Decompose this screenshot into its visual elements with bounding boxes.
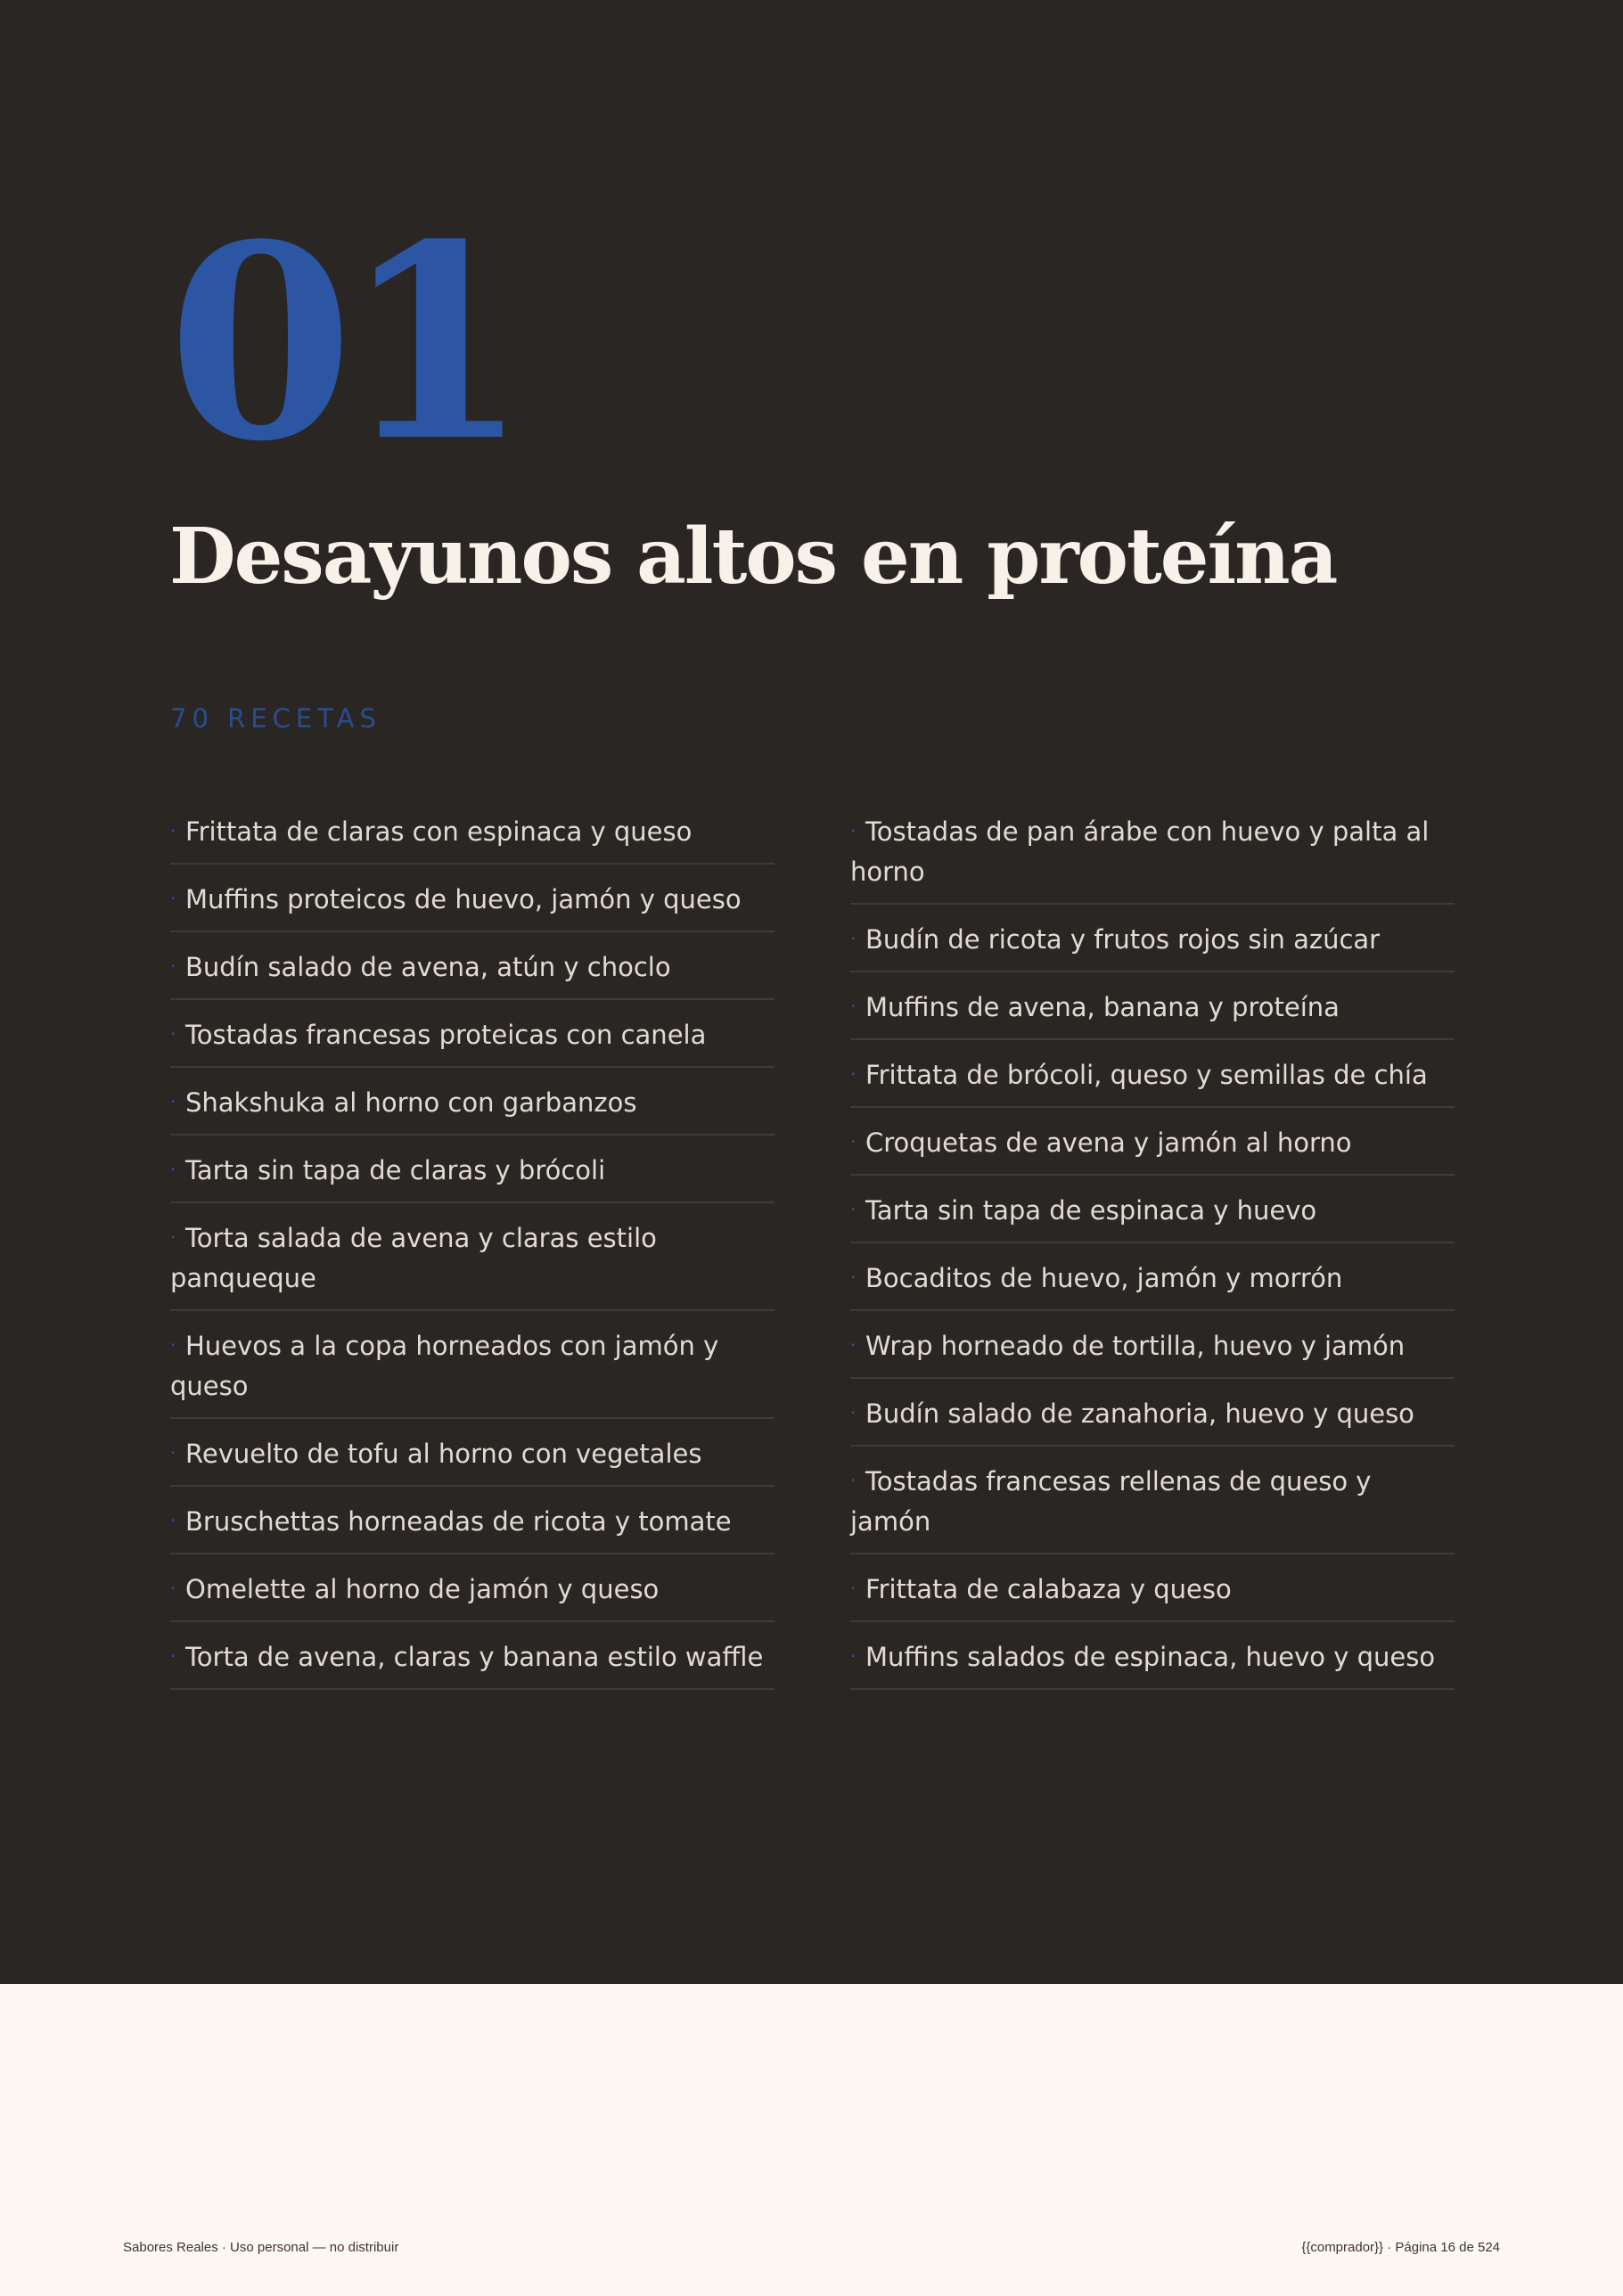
recipe-list-item: [170, 1569, 775, 1622]
recipe-name: Budín de ricota y frutos rojos sin azúcar: [865, 924, 1381, 955]
recipe-name: Tostadas francesas rellenas de queso y jamón: [850, 1466, 1372, 1537]
chapter-number: 01: [168, 185, 519, 500]
recipe-name: Muffins proteicos de huevo, jamón y queso: [185, 884, 742, 914]
recipe-count: 70 RECETAS: [170, 703, 381, 734]
chapter-title: Desayunos altos en proteína: [169, 512, 1337, 602]
bullet-dot: ·: [850, 1334, 857, 1356]
recipe-name: Budín salado de zanahoria, huevo y queso: [865, 1398, 1414, 1429]
recipe-name: Omelette al horno de jamón y queso: [185, 1574, 660, 1604]
recipe-list-item: [850, 1569, 1455, 1622]
recipe-name: Tarta sin tapa de espinaca y huevo: [865, 1195, 1317, 1226]
bullet-dot: ·: [850, 1470, 857, 1491]
bullet-dot: ·: [850, 1267, 857, 1288]
bullet-dot: ·: [170, 1510, 176, 1531]
bullet-dot: ·: [850, 996, 857, 1017]
recipe-list-item: [170, 947, 775, 1000]
recipe-name: Tostadas francesas proteicas con canela: [185, 1020, 707, 1050]
recipe-name: Budín salado de avena, atún y choclo: [185, 952, 671, 982]
bullet-dot: ·: [170, 1091, 176, 1112]
footer-right: {{comprador}} · Página 16 de 524: [1301, 2240, 1500, 2255]
recipe-list-item: [850, 1461, 1455, 1554]
recipe-list-item: [850, 1054, 1455, 1108]
recipe-list-item: [850, 1122, 1455, 1176]
recipe-list-item: [850, 1636, 1455, 1690]
recipe-list-item: [170, 1082, 775, 1136]
recipe-name: Muffins de avena, banana y proteína: [865, 992, 1340, 1022]
recipe-list-item: [850, 1258, 1455, 1311]
recipe-name: Bruschettas horneadas de ricota y tomate: [185, 1506, 732, 1537]
bullet-dot: ·: [850, 1645, 857, 1667]
recipe-list-item: [170, 1325, 775, 1419]
recipe-list-left: [170, 811, 775, 1704]
recipe-name: Bocaditos de huevo, jamón y morrón: [865, 1263, 1343, 1293]
bullet-dot: ·: [850, 1063, 857, 1085]
bullet-dot: ·: [170, 1226, 176, 1248]
recipe-list-item: [170, 1433, 775, 1487]
recipe-list-item: [170, 1501, 775, 1554]
recipe-name: Huevos a la copa horneados con jamón y queso: [170, 1331, 719, 1401]
bullet-dot: ·: [850, 1578, 857, 1599]
bullet-dot: ·: [850, 1131, 857, 1152]
recipe-list-item: [170, 811, 775, 865]
recipe-list-item: [170, 1218, 775, 1311]
recipe-list-item: [850, 987, 1455, 1040]
recipe-list-item: [850, 1190, 1455, 1243]
recipe-name: Frittata de brócoli, queso y semillas de chía: [865, 1060, 1428, 1090]
recipe-name: Torta de avena, claras y banana estilo waffle: [185, 1642, 764, 1672]
recipe-name: Tostadas de pan árabe con huevo y palta al horno: [850, 816, 1430, 887]
recipe-name: Wrap horneado de tortilla, huevo y jamón: [865, 1331, 1406, 1361]
recipe-name: Frittata de claras con espinaca y queso: [185, 816, 693, 847]
bullet-dot: ·: [850, 820, 857, 841]
recipe-name: Croquetas de avena y jamón al horno: [865, 1128, 1352, 1158]
bullet-dot: ·: [170, 820, 176, 841]
recipe-list-right: [850, 811, 1455, 1704]
recipe-list-item: [170, 879, 775, 932]
bullet-dot: ·: [850, 1402, 857, 1423]
recipe-list-item: [170, 1014, 775, 1068]
bullet-dot: ·: [170, 1334, 176, 1356]
recipe-list-item: [170, 1636, 775, 1690]
recipe-name: Revuelto de tofu al horno con vegetales: [185, 1439, 702, 1469]
recipe-list-item: [850, 919, 1455, 972]
recipe-name: Muffins salados de espinaca, huevo y queso: [865, 1642, 1436, 1672]
bullet-dot: ·: [170, 1578, 176, 1599]
footer-left: Sabores Reales · Uso personal — no distribuir: [123, 2240, 399, 2255]
recipe-name: Torta salada de avena y claras estilo panqueque: [170, 1223, 657, 1293]
bullet-dot: ·: [170, 1159, 176, 1180]
recipe-list-item: [850, 1325, 1455, 1379]
recipe-list-item: [850, 811, 1455, 905]
recipe-name: Frittata de calabaza y queso: [865, 1574, 1232, 1604]
bullet-dot: ·: [170, 1023, 176, 1045]
recipe-list-item: [170, 1150, 775, 1203]
bullet-dot: ·: [170, 1645, 176, 1667]
bullet-dot: ·: [170, 888, 176, 909]
recipe-name: Shakshuka al horno con garbanzos: [185, 1087, 637, 1118]
recipe-name: Tarta sin tapa de claras y brócoli: [185, 1155, 606, 1185]
bullet-dot: ·: [170, 1442, 176, 1464]
bullet-dot: ·: [850, 1199, 857, 1220]
bullet-dot: ·: [850, 928, 857, 949]
recipe-list-item: [850, 1393, 1455, 1447]
bullet-dot: ·: [170, 955, 176, 977]
